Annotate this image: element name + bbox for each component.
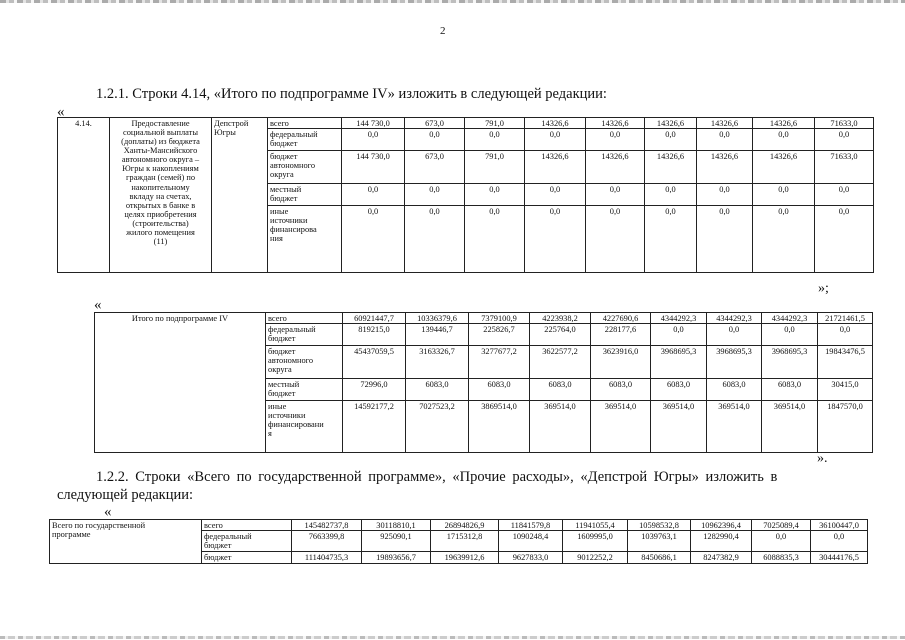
- value-cell: 14326,6: [753, 151, 815, 184]
- value-cell: 14326,6: [586, 151, 645, 184]
- value-cell: 369514,0: [591, 401, 651, 453]
- cell-line: бюджет: [268, 347, 296, 357]
- table-row-4-14: [57, 117, 874, 273]
- table-row: [58, 118, 874, 129]
- cell-line: программе: [52, 530, 91, 540]
- value-cell: 673,0: [405, 151, 465, 184]
- value-cell: 0,0: [818, 324, 873, 346]
- value-cell: 3968695,3: [707, 346, 762, 379]
- value-cell: 0,0: [697, 184, 753, 206]
- executor: [212, 118, 268, 273]
- value-cell: 0,0: [645, 129, 697, 151]
- cell-line: источники: [268, 411, 306, 421]
- value-cell: 14326,6: [586, 118, 645, 129]
- value-cell: 819215,0: [343, 324, 406, 346]
- row-label: [266, 313, 343, 324]
- cell-line: округа: [270, 170, 294, 180]
- row-label: [268, 206, 342, 273]
- value-cell: 225764,0: [530, 324, 591, 346]
- value-cell: 36100447,0: [811, 520, 868, 531]
- page-number: 2: [440, 25, 446, 37]
- value-cell: 0,0: [465, 206, 525, 273]
- row-label: [202, 552, 292, 564]
- value-cell: 0,0: [651, 324, 707, 346]
- cell-line: федеральный: [270, 130, 318, 140]
- program-name: [50, 520, 202, 564]
- row-label: [266, 346, 343, 379]
- value-cell: 8247382,9: [691, 552, 752, 564]
- value-cell: 0,0: [697, 206, 753, 273]
- cell-line: бюджет: [204, 541, 232, 551]
- row-label: [202, 520, 292, 531]
- value-cell: 0,0: [525, 129, 586, 151]
- value-cell: 10598532,8: [628, 520, 691, 531]
- value-cell: 4227690,6: [591, 313, 651, 324]
- cell-line: бюджет: [268, 334, 296, 344]
- value-cell: 0,0: [753, 129, 815, 151]
- scan-edge-top: [0, 0, 905, 3]
- cell-line: социальной выплаты: [123, 128, 198, 138]
- value-cell: 4344292,3: [762, 313, 818, 324]
- paragraph-1-2-2: 1.2.2. Строки «Всего по государственной программе», «Прочие расходы», «Депстрой Югры» изложить в: [96, 469, 778, 485]
- value-cell: 14326,6: [697, 151, 753, 184]
- value-cell: 14326,6: [645, 118, 697, 129]
- value-cell: 111404735,3: [292, 552, 362, 564]
- cell-line: автономного округа –: [121, 155, 200, 165]
- value-cell: 7379100,9: [469, 313, 530, 324]
- value-cell: 0,0: [815, 129, 874, 151]
- value-cell: 791,0: [465, 151, 525, 184]
- scan-edge-bottom: [0, 636, 905, 639]
- value-cell: 0,0: [342, 206, 405, 273]
- value-cell: 6083,0: [406, 379, 469, 401]
- value-cell: 6083,0: [591, 379, 651, 401]
- value-cell: 1609995,0: [563, 531, 628, 552]
- paragraph-1-2-2-cont: следующей редакции:: [57, 487, 194, 503]
- cell-line: финансирова: [270, 225, 317, 235]
- value-cell: 60921447,7: [343, 313, 406, 324]
- value-cell: 9627833,0: [499, 552, 563, 564]
- value-cell: 11841579,8: [499, 520, 563, 531]
- value-cell: 673,0: [405, 118, 465, 129]
- value-cell: 225826,7: [469, 324, 530, 346]
- value-cell: 6083,0: [651, 379, 707, 401]
- value-cell: 0,0: [753, 206, 815, 273]
- cell-line: вкладу на счетах,: [129, 191, 192, 201]
- value-cell: 19639912,6: [431, 552, 499, 564]
- cell-line: открытых в банке в: [125, 200, 196, 210]
- row-label: [268, 118, 342, 129]
- value-cell: 0,0: [405, 129, 465, 151]
- value-cell: 139446,7: [406, 324, 469, 346]
- close-quote-dot: ».: [817, 451, 828, 466]
- value-cell: 369514,0: [651, 401, 707, 453]
- value-cell: 10962396,4: [691, 520, 752, 531]
- value-cell: 0,0: [525, 184, 586, 206]
- row-label: [268, 129, 342, 151]
- cell-line: всего: [268, 314, 287, 323]
- row-number: 4.14.: [58, 118, 110, 273]
- cell-line: жилого помещения: [126, 227, 195, 237]
- value-cell: 1715312,8: [431, 531, 499, 552]
- cell-line: округа: [268, 365, 292, 375]
- value-cell: 0,0: [752, 531, 811, 552]
- measure-name: [110, 118, 212, 273]
- row-label: [202, 531, 292, 552]
- row-label: [266, 324, 343, 346]
- cell-line: бюджет: [270, 139, 298, 149]
- value-cell: 14326,6: [697, 118, 753, 129]
- value-cell: 14592177,2: [343, 401, 406, 453]
- value-cell: 0,0: [465, 129, 525, 151]
- cell-line: Ханты-Мансийского: [123, 146, 198, 156]
- value-cell: 0,0: [811, 531, 868, 552]
- value-cell: 4223938,2: [530, 313, 591, 324]
- value-cell: 3968695,3: [762, 346, 818, 379]
- cell-line: целях приобретения: [124, 209, 197, 219]
- value-cell: 0,0: [707, 324, 762, 346]
- value-cell: 0,0: [586, 206, 645, 273]
- value-cell: 3623916,0: [591, 346, 651, 379]
- cell-line: бюджет: [204, 553, 232, 563]
- cell-line: автономного: [268, 356, 314, 366]
- value-cell: 6083,0: [707, 379, 762, 401]
- value-cell: 14326,6: [753, 118, 815, 129]
- paragraph-1-2-1: 1.2.1. Строки 4.14, «Итого по подпрограмме IV» изложить в следующей редакции:: [96, 86, 607, 102]
- value-cell: 0,0: [342, 129, 405, 151]
- value-cell: 9012252,2: [563, 552, 628, 564]
- table-row: [95, 313, 873, 324]
- cell-line: ния: [270, 234, 283, 244]
- value-cell: 71633,0: [815, 151, 874, 184]
- value-cell: 7663399,8: [292, 531, 362, 552]
- value-cell: 6083,0: [530, 379, 591, 401]
- open-quote-3: «: [104, 504, 112, 520]
- value-cell: 8450686,1: [628, 552, 691, 564]
- row-label: [268, 184, 342, 206]
- cell-line: местный: [268, 380, 300, 390]
- value-cell: 145482737,8: [292, 520, 362, 531]
- cell-line: Предоставление: [131, 119, 190, 128]
- value-cell: 0,0: [405, 184, 465, 206]
- value-cell: 10336379,6: [406, 313, 469, 324]
- table-state-program-total: [49, 519, 868, 564]
- value-cell: 228177,6: [591, 324, 651, 346]
- cell-line: (строительства): [132, 218, 189, 228]
- value-cell: 144 730,0: [342, 118, 405, 129]
- value-cell: 6083,0: [762, 379, 818, 401]
- value-cell: 0,0: [405, 206, 465, 273]
- value-cell: 14326,6: [525, 151, 586, 184]
- cell-line: источники: [270, 216, 308, 226]
- table-row: [50, 520, 868, 531]
- cell-line: федеральный: [268, 325, 316, 335]
- value-cell: 30415,0: [818, 379, 873, 401]
- value-cell: 3277677,2: [469, 346, 530, 379]
- value-cell: 1282990,4: [691, 531, 752, 552]
- value-cell: 369514,0: [707, 401, 762, 453]
- cell-line: иные: [270, 207, 289, 217]
- value-cell: 7025089,4: [752, 520, 811, 531]
- value-cell: 0,0: [645, 206, 697, 273]
- value-cell: 72996,0: [343, 379, 406, 401]
- value-cell: 0,0: [815, 206, 874, 273]
- cell-line: автономного: [270, 161, 316, 171]
- cell-line: Югры к накоплениям: [122, 164, 199, 174]
- cell-line: всего: [270, 119, 289, 128]
- value-cell: 0,0: [465, 184, 525, 206]
- cell-line: бюджет: [270, 194, 298, 204]
- open-quote-1: «: [57, 104, 65, 120]
- value-cell: 11941055,4: [563, 520, 628, 531]
- value-cell: 0,0: [586, 129, 645, 151]
- subprogram-name: Итого по подпрограмме IV: [95, 313, 266, 453]
- cell-line: Югры: [214, 128, 236, 138]
- cell-line: всего: [204, 521, 223, 530]
- value-cell: 925090,1: [362, 531, 431, 552]
- value-cell: 3163326,7: [406, 346, 469, 379]
- cell-line: Депстрой: [214, 119, 249, 128]
- cell-line: федеральный: [204, 532, 252, 542]
- cell-line: (доплаты) из бюджета: [121, 137, 200, 147]
- value-cell: 0,0: [586, 184, 645, 206]
- close-quote-semicolon: »;: [818, 281, 829, 296]
- value-cell: 30444176,5: [811, 552, 868, 564]
- value-cell: 369514,0: [762, 401, 818, 453]
- value-cell: 14326,6: [525, 118, 586, 129]
- cell-line: бюджет: [268, 389, 296, 399]
- cell-line: я: [268, 429, 272, 439]
- value-cell: 0,0: [697, 129, 753, 151]
- value-cell: 0,0: [525, 206, 586, 273]
- cell-line: финансировани: [268, 420, 324, 430]
- value-cell: 1090248,4: [499, 531, 563, 552]
- value-cell: 6083,0: [469, 379, 530, 401]
- cell-line: Всего по государственной: [52, 521, 146, 530]
- cell-line: накопительному: [131, 182, 190, 192]
- value-cell: 6088835,3: [752, 552, 811, 564]
- row-label: [266, 401, 343, 453]
- value-cell: 14326,6: [645, 151, 697, 184]
- value-cell: 7027523,2: [406, 401, 469, 453]
- value-cell: 0,0: [815, 184, 874, 206]
- value-cell: 3869514,0: [469, 401, 530, 453]
- value-cell: 30118810,1: [362, 520, 431, 531]
- value-cell: 0,0: [762, 324, 818, 346]
- value-cell: 144 730,0: [342, 151, 405, 184]
- value-cell: 3622577,2: [530, 346, 591, 379]
- row-label: [268, 151, 342, 184]
- cell-line: граждан (семей) по: [125, 173, 196, 183]
- row-label: [266, 379, 343, 401]
- value-cell: 1039763,1: [628, 531, 691, 552]
- cell-line: бюджет: [270, 152, 298, 162]
- value-cell: 4344292,3: [651, 313, 707, 324]
- value-cell: 45437059,5: [343, 346, 406, 379]
- value-cell: 26894826,9: [431, 520, 499, 531]
- value-cell: 0,0: [753, 184, 815, 206]
- cell-line: иные: [268, 402, 287, 412]
- value-cell: 791,0: [465, 118, 525, 129]
- value-cell: 21721461,5: [818, 313, 873, 324]
- value-cell: 4344292,3: [707, 313, 762, 324]
- value-cell: 71633,0: [815, 118, 874, 129]
- open-quote-2: «: [94, 297, 102, 313]
- value-cell: 0,0: [342, 184, 405, 206]
- cell-line: (11): [153, 237, 168, 247]
- value-cell: 1847570,0: [818, 401, 873, 453]
- value-cell: 19893656,7: [362, 552, 431, 564]
- value-cell: 19843476,5: [818, 346, 873, 379]
- value-cell: 369514,0: [530, 401, 591, 453]
- value-cell: 0,0: [645, 184, 697, 206]
- cell-line: местный: [270, 185, 302, 195]
- value-cell: 3968695,3: [651, 346, 707, 379]
- table-subprogram-iv-total: [94, 312, 873, 453]
